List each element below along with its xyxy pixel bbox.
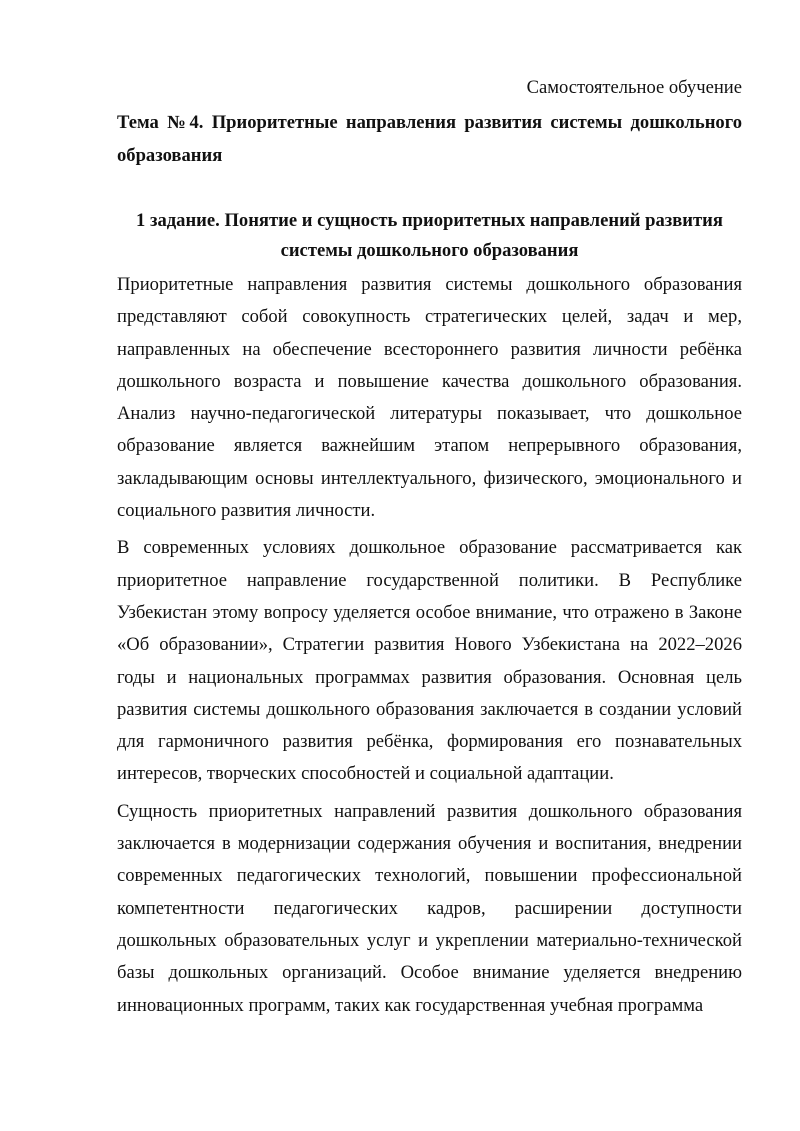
page-content [117, 74, 742, 1022]
topic-title: Тема №4. Приоритетные направления развития системы дошкольного образования [117, 112, 742, 166]
task-title: 1 задание. Понятие и сущность приоритетных направлений развития системы дошкольного образования [136, 210, 723, 261]
paragraph-1: Приоритетные направления развития системы дошкольного образования представляют собой совокупность стратегических целей, задач и мер, направленных на обеспечение всестороннего развития личности ребёнка дошкольного возраста и повышение качества дошкольного образования. Анализ научно-педагогической литературы показывает, что дошкольное образование является важнейшим этапом непрерывного образования, закладывающим основы интеллектуального, физического, эмоционального и социального развития личности. [117, 274, 742, 522]
section-header: Самостоятельное обучение [526, 77, 742, 98]
paragraph-3: Сущность приоритетных направлений развития дошкольного образования заключается в модернизации содержания обучения и воспитания, внедрении современных педагогических технологий, повышении профессиональной компетентности педагогических кадров, расширении доступности дошкольных образовательных услуг и укреплении материально-технической базы дошкольных организаций. Особое внимание уделяется внедрению инновационных программ, таких как государственная учебная программа [117, 800, 742, 1016]
paragraph-2: В современных условиях дошкольное образование рассматривается как приоритетное направление государственной политики. В Республике Узбекистан этому вопросу уделяется особое внимание, что отражено в Законе «Об образовании», Стратегии развития Нового Узбекистана на 2022–2026 годы и национальных программах развития образования. Основная цель развития системы дошкольного образования заключается в создании условий для гармоничного развития ребёнка, формирования его познавательных интересов, творческих способностей и социальной адаптации. [117, 537, 742, 785]
